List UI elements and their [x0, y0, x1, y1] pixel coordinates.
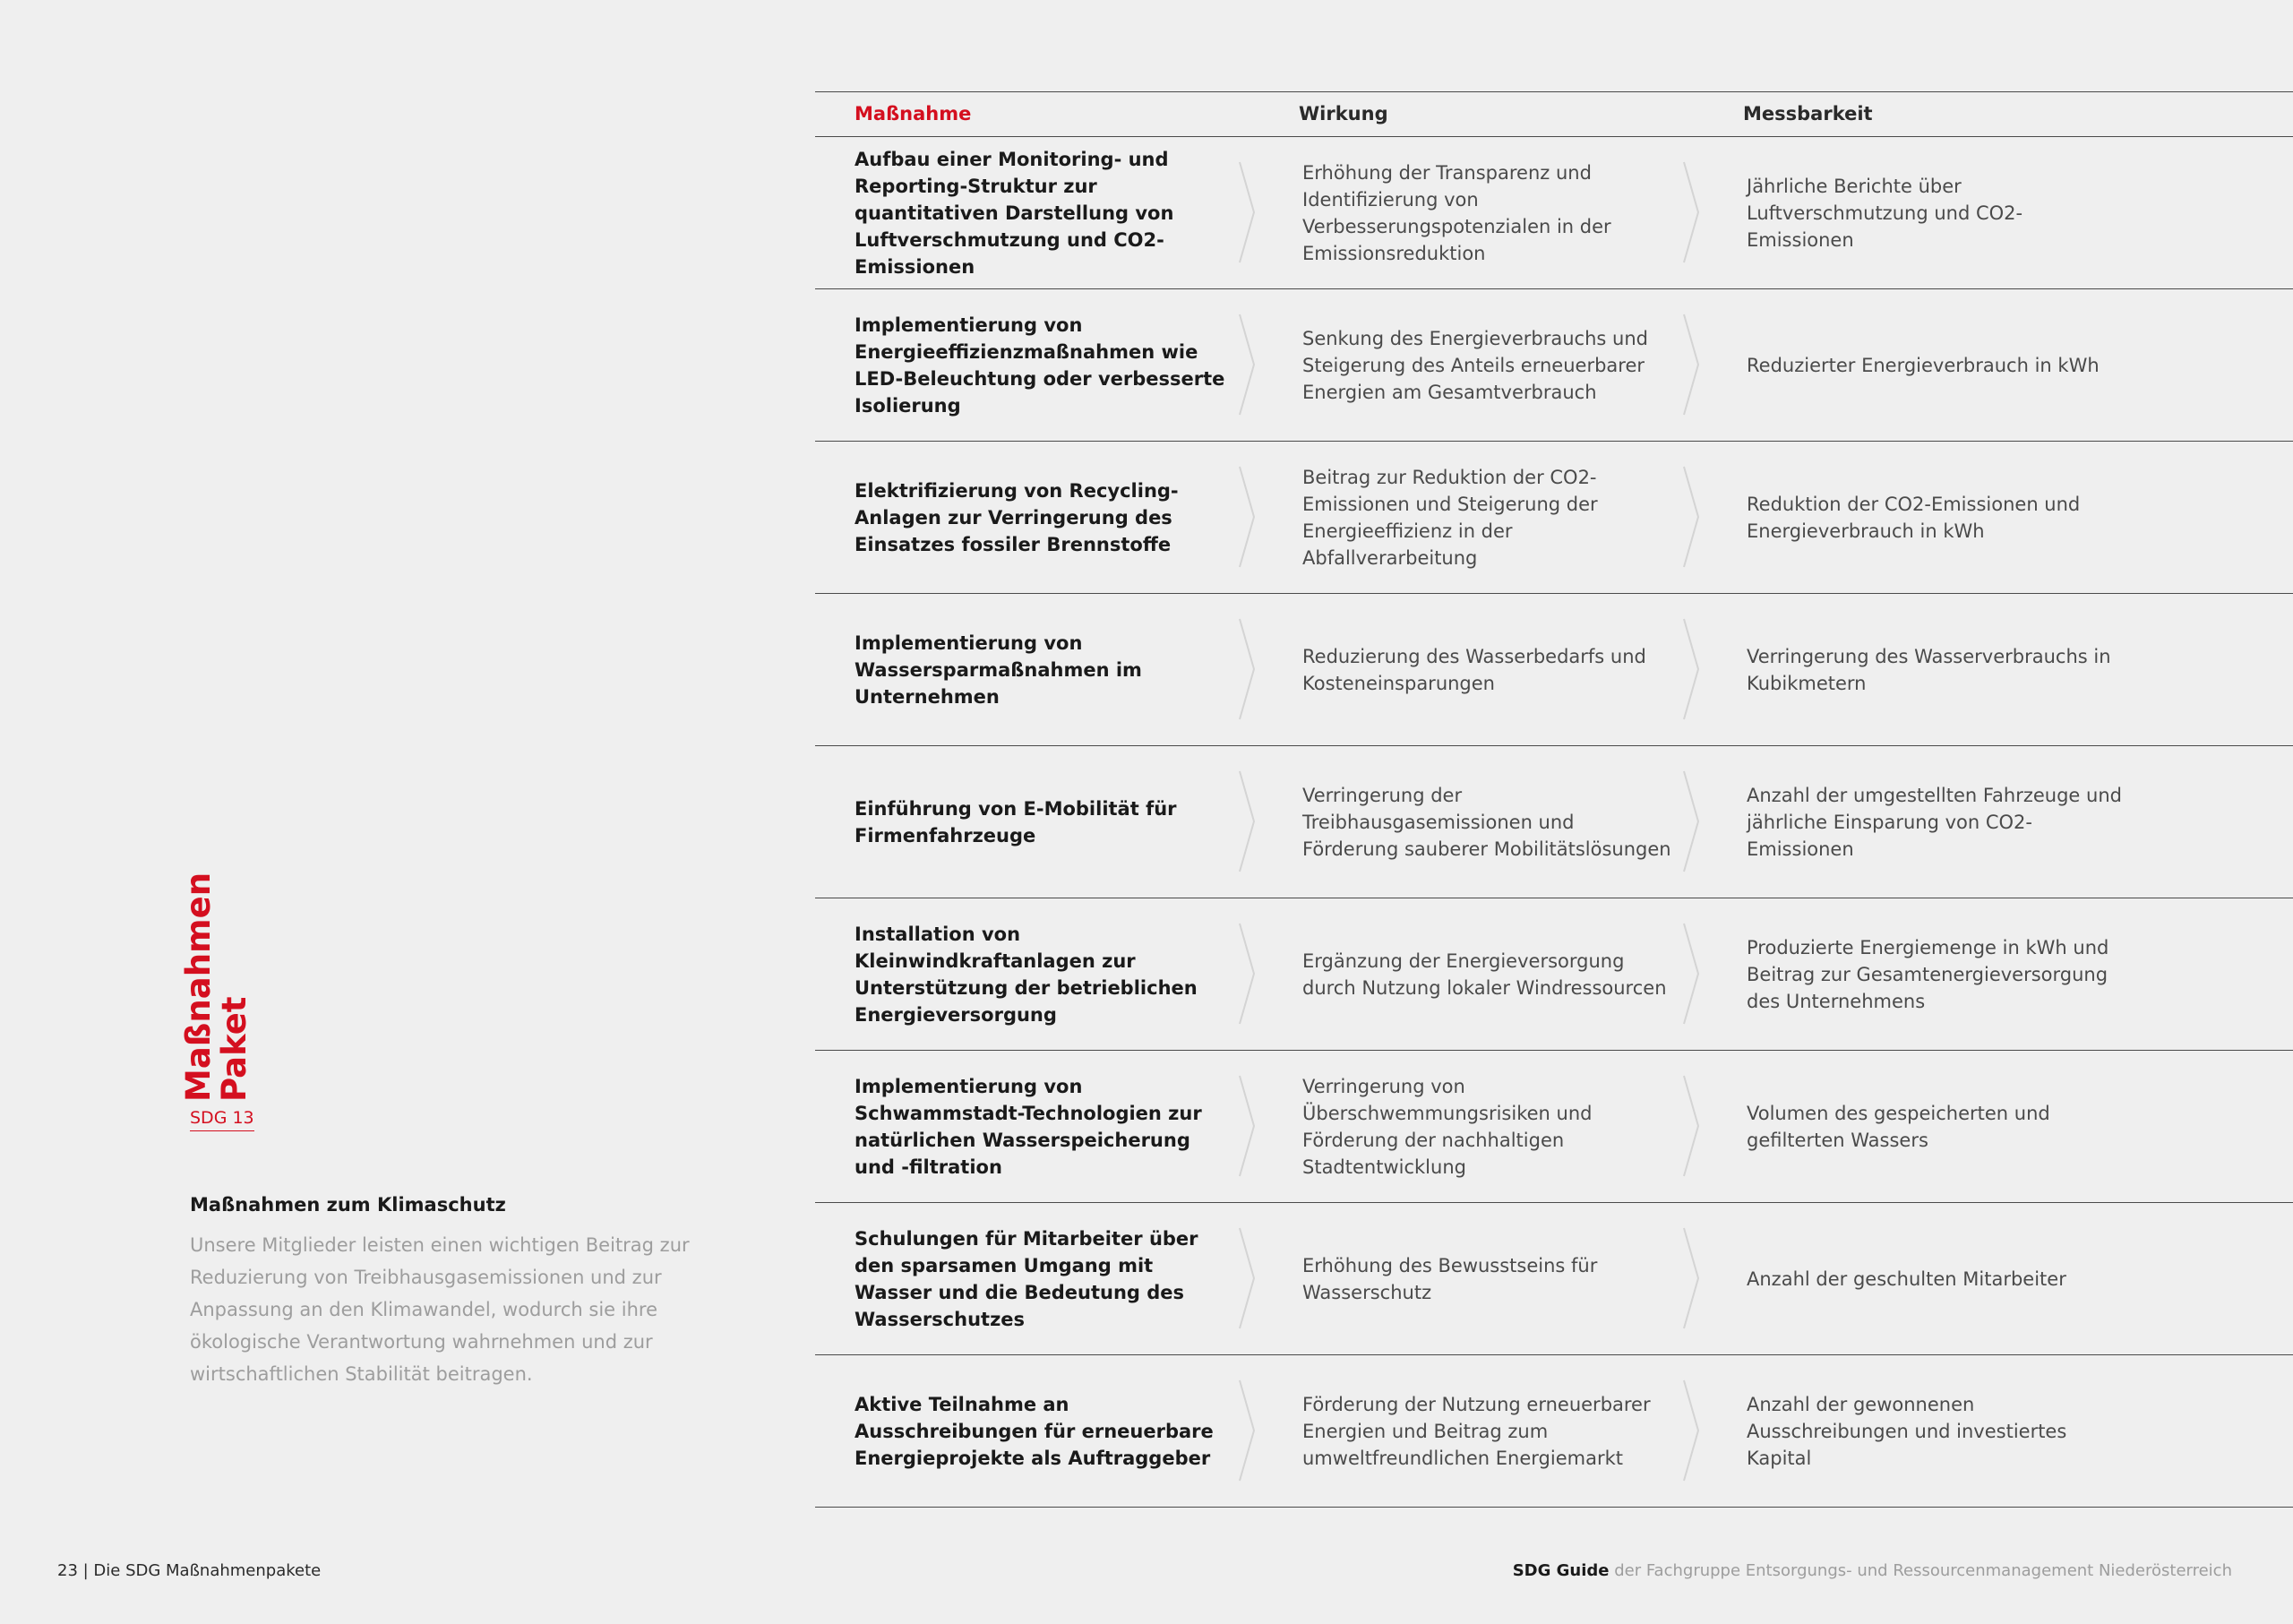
chevron-right-icon: [1682, 160, 1700, 264]
cell-massnahme: Implementierung von Energieeffizienzmaßnahmen wie LED-Beleuchtung oder verbesserte Isolierung: [855, 314, 1225, 417]
cell-wirkung: Förderung der Nutzung erneuerbarer Energien und Beitrag zum umweltfreundlichen Energiemarkt: [1302, 1393, 1651, 1469]
cell-massnahme: Installation von Kleinwindkraftanlagen zur Unterstützung der betrieblichen Energieversorgung: [855, 923, 1198, 1026]
section-title-line2: Paket: [215, 996, 253, 1102]
table-row: [815, 898, 2293, 1051]
table-row: [815, 746, 2293, 898]
chevron-right-icon: [1238, 922, 1256, 1026]
intro-body: Unsere Mitglieder leisten einen wichtigen Beitrag zur Reduzierung von Treibhausgasemissionen und zur Anpassung an den Klimawandel, wodurch sie ihre ökologische Verantwortung wahrnehmen und zur wirtschaftlichen Stabilität beitragen.: [190, 1234, 690, 1385]
chevron-right-icon: [1238, 1226, 1256, 1330]
cell-messbarkeit: Reduzierter Energieverbrauch in kWh: [1747, 354, 2100, 376]
page-number: 23 | Die SDG Maßnahmenpakete: [57, 1561, 322, 1580]
table-row: [815, 594, 2293, 746]
cell-massnahme: Schulungen für Mitarbeiter über den sparsamen Umgang mit Wasser und die Bedeutung des Wasserschutzes: [855, 1227, 1198, 1330]
chevron-right-icon: [1682, 922, 1700, 1026]
chevron-right-icon: [1682, 465, 1700, 569]
table-row: [815, 137, 2293, 289]
cell-messbarkeit: Jährliche Berichte über Luftverschmutzung und CO2-Emissionen: [1747, 175, 2023, 251]
cell-massnahme: Einführung von E-Mobilität für Firmenfahrzeuge: [855, 797, 1177, 846]
measures-table: [815, 91, 2293, 1508]
cell-massnahme: Implementierung von Schwammstadt-Technologien zur natürlichen Wasserspeicherung und -filtration: [855, 1075, 1202, 1178]
chevron-right-icon: [1682, 313, 1700, 417]
chevron-right-icon: [1238, 617, 1256, 721]
chevron-right-icon: [1238, 1074, 1256, 1178]
cell-wirkung: Verringerung der Treibhausgasemissionen und Förderung sauberer Mobilitätslösungen: [1302, 784, 1671, 860]
table-row: [815, 289, 2293, 442]
cell-wirkung: Verringerung von Überschwemmungsrisiken und Förderung der nachhaltigen Stadtentwicklung: [1302, 1075, 1593, 1178]
cell-wirkung: Ergänzung der Energieversorgung durch Nutzung lokaler Windressourcen: [1302, 949, 1667, 999]
cell-messbarkeit: Produzierte Energiemenge in kWh und Beitrag zur Gesamtenergieversorgung des Unternehmens: [1747, 936, 2109, 1012]
chevron-right-icon: [1682, 1379, 1700, 1482]
cell-massnahme: Aufbau einer Monitoring- und Reporting-Struktur zur quantitativen Darstellung von Luftverschmutzung und CO2-Emissionen: [855, 148, 1174, 278]
header-wirkung: Wirkung: [1299, 103, 1388, 125]
chevron-right-icon: [1238, 465, 1256, 569]
intro-heading: Maßnahmen zum Klimaschutz: [190, 1194, 506, 1216]
table-row: [815, 1051, 2293, 1203]
chevron-right-icon: [1238, 769, 1256, 873]
header-massnahme: Maßnahme: [855, 103, 972, 125]
cell-messbarkeit: Anzahl der gewonnenen Ausschreibungen und investiertes Kapital: [1747, 1393, 2067, 1469]
cell-massnahme: Implementierung von Wassersparmaßnahmen im Unternehmen: [855, 632, 1142, 708]
chevron-right-icon: [1682, 1074, 1700, 1178]
footer-guide: [1513, 1561, 2232, 1580]
cell-messbarkeit: Verringerung des Wasserverbrauchs in Kubikmetern: [1747, 645, 2111, 694]
chevron-right-icon: [1682, 769, 1700, 873]
cell-wirkung: Erhöhung der Transparenz und Identifizierung von Verbesserungspotenzialen in der Emissionsreduktion: [1302, 161, 1611, 264]
header-messbarkeit: Messbarkeit: [1743, 103, 1873, 125]
cell-messbarkeit: Anzahl der umgestellten Fahrzeuge und jährliche Einsparung von CO2-Emissionen: [1747, 784, 2122, 860]
section-title-line1: Maßnahmen: [179, 872, 218, 1102]
chevron-right-icon: [1238, 1379, 1256, 1482]
cell-messbarkeit: Anzahl der geschulten Mitarbeiter: [1747, 1267, 2066, 1290]
table-row: [815, 1355, 2293, 1508]
footer-guide-bold: SDG Guide: [1512, 1561, 1610, 1580]
cell-massnahme: Elektrifizierung von Recycling-Anlagen zur Verringerung des Einsatzes fossiler Brennstoffe: [855, 479, 1179, 555]
cell-messbarkeit: Reduktion der CO2-Emissionen und Energieverbrauch in kWh: [1747, 493, 2081, 542]
chevron-right-icon: [1682, 617, 1700, 721]
footer-guide-rest: der Fachgruppe Entsorgungs- und Ressourcenmanagement Niederösterreich: [1609, 1561, 2232, 1580]
table-row: [815, 442, 2293, 594]
cell-massnahme: Aktive Teilnahme an Ausschreibungen für erneuerbare Energieprojekte als Auftraggeber: [855, 1393, 1214, 1469]
cell-wirkung: Erhöhung des Bewusstseins für Wasserschutz: [1302, 1254, 1598, 1303]
table-row: [815, 1203, 2293, 1355]
chevron-right-icon: [1238, 313, 1256, 417]
cell-messbarkeit: Volumen des gespeicherten und gefilterten Wassers: [1747, 1102, 2050, 1151]
chevron-right-icon: [1682, 1226, 1700, 1330]
section-title: [179, 872, 265, 1102]
cell-wirkung: Senkung des Energieverbrauchs und Steigerung des Anteils erneuerbarer Energien am Gesamtverbrauch: [1302, 327, 1648, 403]
sdg-tag: SDG 13: [190, 1108, 254, 1131]
cell-wirkung: Reduzierung des Wasserbedarfs und Kosteneinsparungen: [1302, 645, 1646, 694]
cell-wirkung: Beitrag zur Reduktion der CO2-Emissionen und Steigerung der Energieeffizienz in der Abfallverarbeitung: [1302, 466, 1598, 569]
table-header: [815, 91, 2293, 137]
chevron-right-icon: [1238, 160, 1256, 264]
